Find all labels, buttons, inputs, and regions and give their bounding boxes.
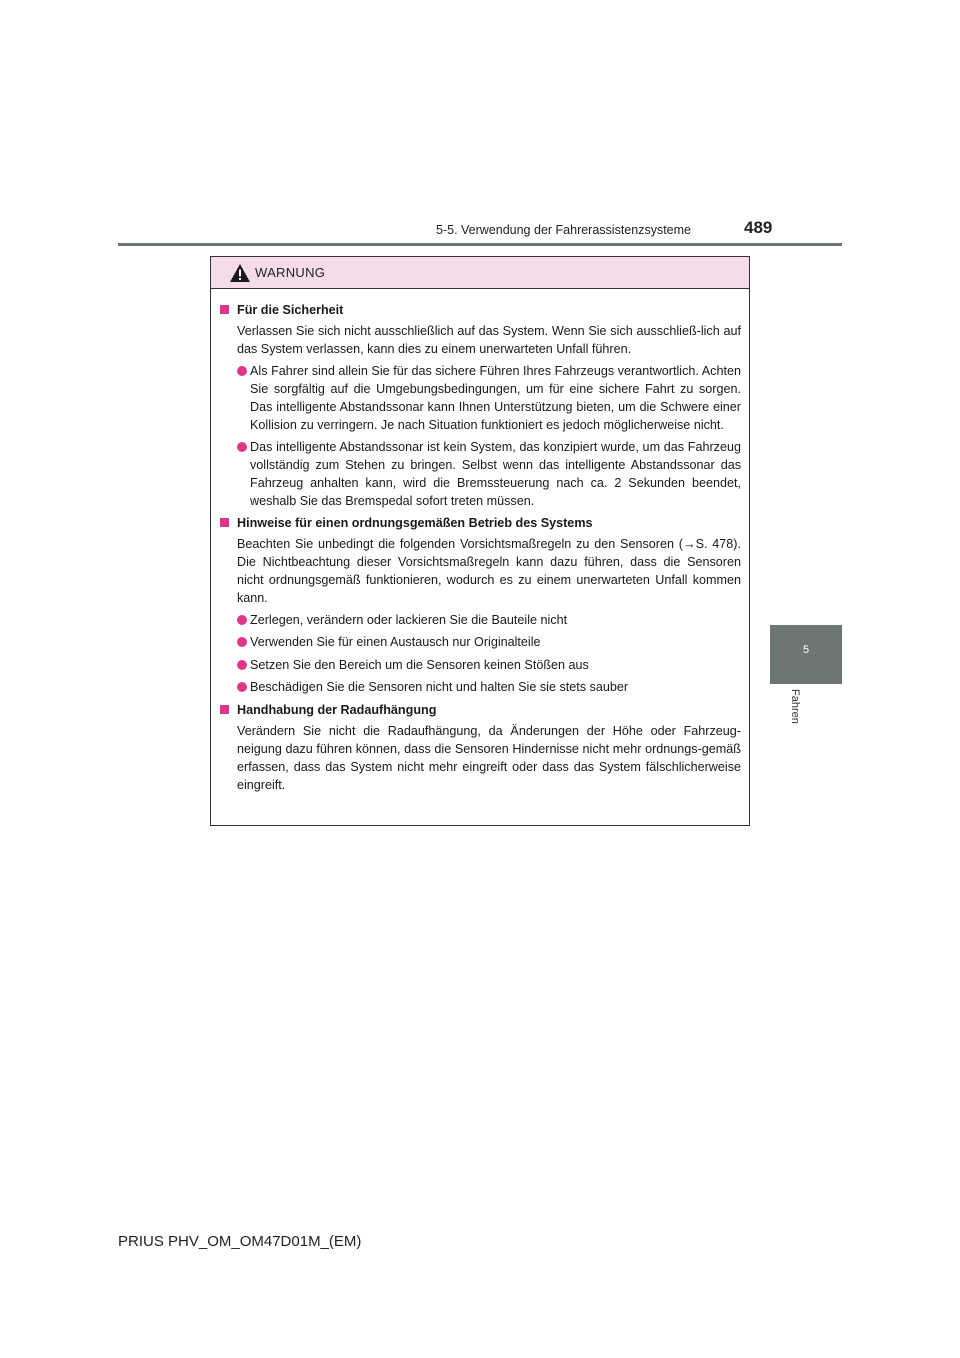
warning-body <box>211 289 749 794</box>
section-heading: Handhabung der Radaufhängung <box>219 701 741 719</box>
bullet-item: Setzen Sie den Bereich um die Sensoren keinen Stößen aus <box>219 656 741 674</box>
section-paragraph: Verlassen Sie sich nicht ausschließlich auf das System. Wenn Sie sich ausschließ-lich auf das System verlassen, kann dies zu einem unerwarteten Unfall führen. <box>237 324 741 356</box>
dot-bullet-icon <box>237 660 247 670</box>
square-bullet-icon <box>220 305 229 314</box>
square-bullet-icon <box>220 518 229 527</box>
warning-triangle-icon <box>229 263 251 283</box>
section-paragraph: Verändern Sie nicht die Radaufhängung, da Änderungen der Höhe oder Fahrzeug-neigung dazu führen können, dass die Sensoren Hindernisse nicht mehr ordnungs-gemäß erfassen, dass das System nicht mehr eingreift oder dass das System fälschlicherweise eingreift. <box>237 723 741 792</box>
dot-bullet-icon <box>237 366 247 376</box>
section-paragraph: Beachten Sie unbedingt die folgenden Vorsichtsmaßregeln zu den Sensoren (→S. 478). Die Nichtbeachtung dieser Vorsichtsmaßregeln kann dazu führen, dass die Sensoren nicht ordnungsgemäß funktionieren, wodurch es zu einem unerwarteten Unfall kommen kann. <box>237 537 741 605</box>
chapter-number: 5 <box>802 644 810 656</box>
dot-bullet-icon <box>237 442 247 452</box>
chapter-label: Fahren <box>789 689 801 724</box>
bullet-item: Beschädigen Sie die Sensoren nicht und halten Sie sie stets sauber <box>219 678 741 696</box>
page-number: 489 <box>744 218 773 237</box>
warning-box <box>210 256 750 826</box>
bullet-item: Zerlegen, verändern oder lackieren Sie die Bauteile nicht <box>219 611 741 629</box>
bullet-item: Das intelligente Abstandssonar ist kein System, das konzipiert wurde, um das Fahrzeug vollständig zum Stehen zu bringen. Selbst wenn das intelligente Abstandssonar das Fahrzeug anhalten kann, wird die Bremssteuerung nach ca. 2 Sekunden beendet, weshalb Sie das Bremspedal sofort treten müssen. <box>219 438 741 510</box>
footer-doc-id: PRIUS PHV_OM_OM47D01M_(EM) <box>118 1233 362 1250</box>
section-heading: Für die Sicherheit <box>219 301 741 319</box>
chapter-tab <box>770 625 842 684</box>
dot-bullet-icon <box>237 615 247 625</box>
warning-title: WARNUNG <box>255 265 326 280</box>
section-header: 5-5. Verwendung der Fahrerassistenzsysteme <box>436 223 691 237</box>
square-bullet-icon <box>220 705 229 714</box>
section-heading: Hinweise für einen ordnungsgemäßen Betrieb des Systems <box>219 514 741 532</box>
dot-bullet-icon <box>237 637 247 647</box>
header-rule <box>118 243 842 246</box>
bullet-item: Als Fahrer sind allein Sie für das sichere Führen Ihres Fahrzeugs verantwortlich. Achten Sie sorgfältig auf die Umgebungsbedingungen, um für eine sichere Fahrt zu sorgen. Das intelligente Abstandssonar kann Ihnen Unterstützung bieten, um die Schwere einer Kollision zu verringern. Je nach Situation funktioniert es jedoch möglicherweise nicht. <box>219 362 741 434</box>
bullet-item: Verwenden Sie für einen Austausch nur Originalteile <box>219 633 741 651</box>
warning-header <box>211 257 749 289</box>
dot-bullet-icon <box>237 682 247 692</box>
